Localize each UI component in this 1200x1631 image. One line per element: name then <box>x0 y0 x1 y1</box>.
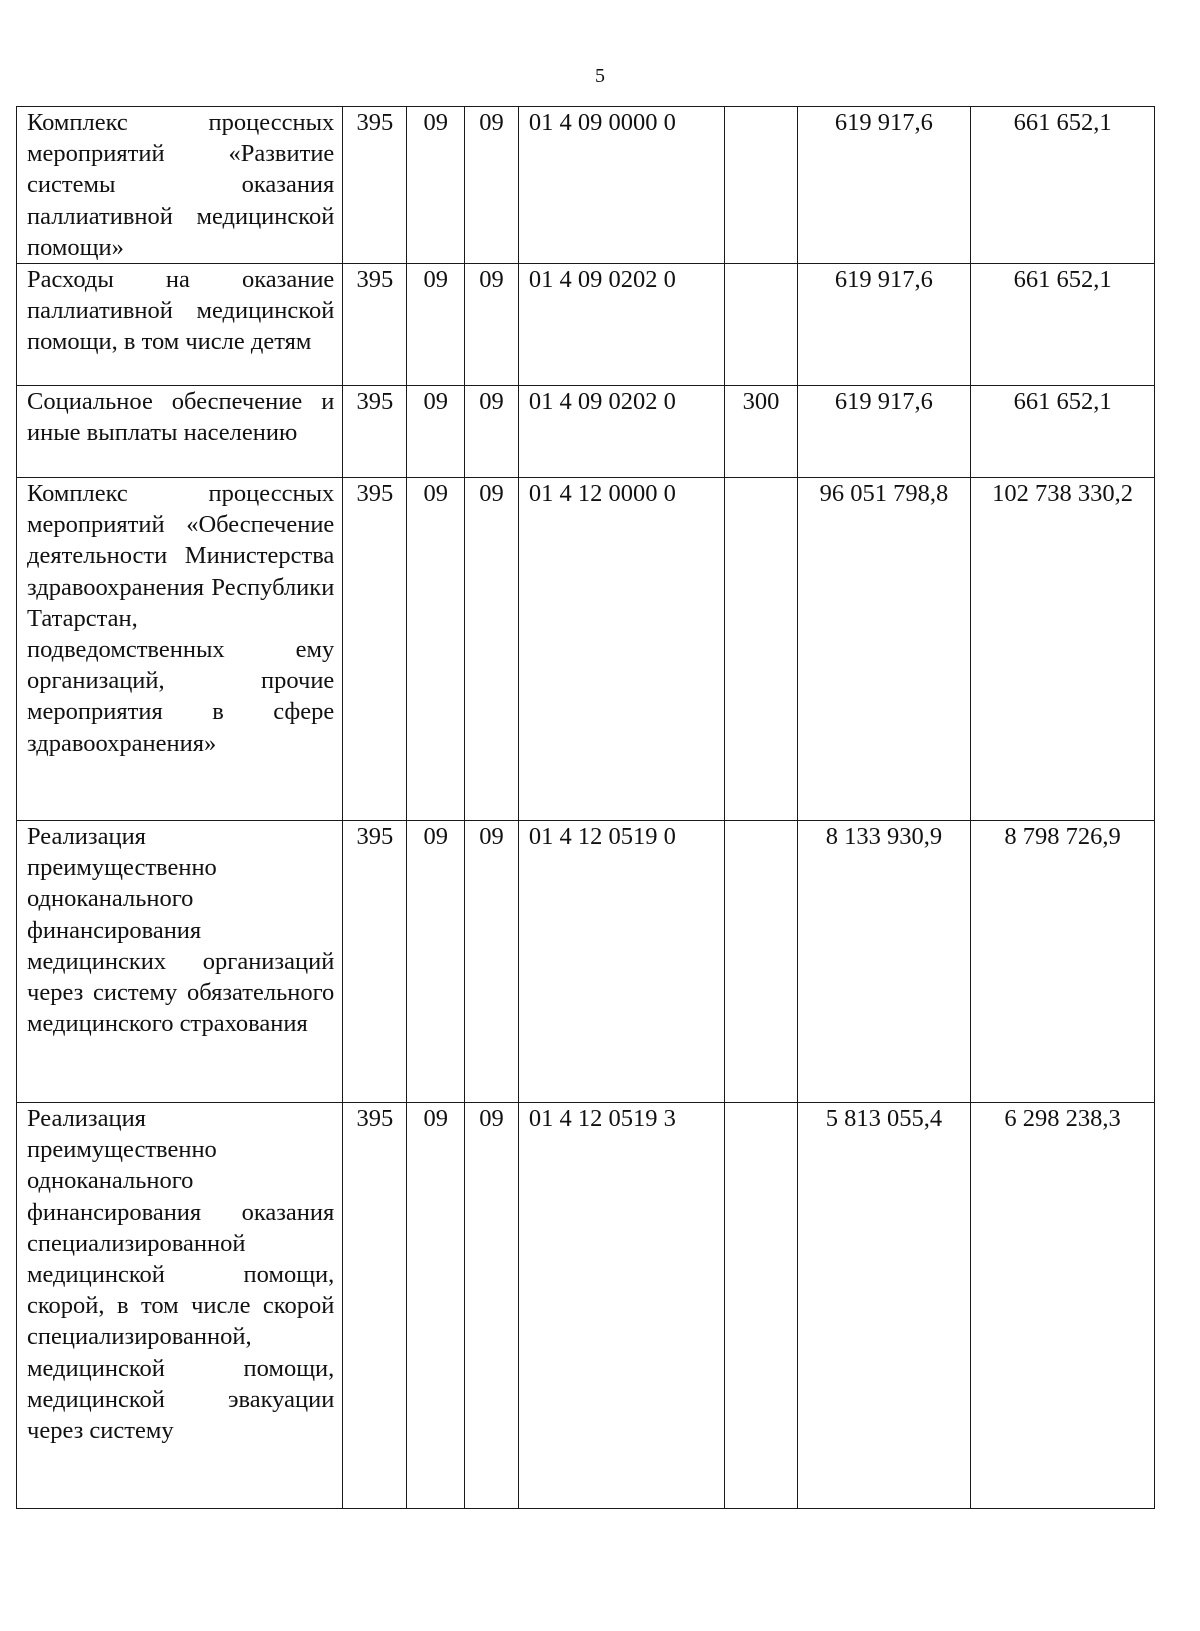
row-name: Реализация преимущественно одноканального финансирования оказания специализированной медицинской помощи, скорой, в том числе скорой специализированной, медицинской помощи, медицинской эвакуации через систему <box>17 1103 343 1509</box>
table-row <box>17 107 1155 264</box>
target-article-code: 01 4 12 0000 0 <box>518 478 725 821</box>
expense-type-code <box>725 821 797 1103</box>
target-article-code: 01 4 09 0000 0 <box>518 107 725 264</box>
table-row <box>17 264 1155 386</box>
subsection-code: 09 <box>465 821 519 1103</box>
expense-type-code <box>725 264 797 386</box>
amount-year-2: 661 652,1 <box>971 107 1155 264</box>
amount-year-1: 5 813 055,4 <box>797 1103 970 1509</box>
row-name: Расходы на оказание паллиативной медицинской помощи, в том числе детям <box>17 264 343 386</box>
expense-type-code <box>725 478 797 821</box>
target-article-code: 01 4 09 0202 0 <box>518 264 725 386</box>
ministry-code: 395 <box>343 478 407 821</box>
expense-type-code: 300 <box>725 386 797 478</box>
expense-type-code <box>725 1103 797 1509</box>
ministry-code: 395 <box>343 386 407 478</box>
subsection-code: 09 <box>465 107 519 264</box>
amount-year-1: 96 051 798,8 <box>797 478 970 821</box>
subsection-code: 09 <box>465 264 519 386</box>
row-name: Комплекс процессных мероприятий «Развитие системы оказания паллиативной медицинской помощи» <box>17 107 343 264</box>
target-article-code: 01 4 12 0519 0 <box>518 821 725 1103</box>
row-name: Социальное обеспечение и иные выплаты населению <box>17 386 343 478</box>
section-code: 09 <box>407 1103 465 1509</box>
table-row <box>17 821 1155 1103</box>
expense-type-code <box>725 107 797 264</box>
budget-table <box>16 106 1155 1509</box>
table-row <box>17 386 1155 478</box>
ministry-code: 395 <box>343 264 407 386</box>
target-article-code: 01 4 09 0202 0 <box>518 386 725 478</box>
amount-year-1: 619 917,6 <box>797 107 970 264</box>
section-code: 09 <box>407 386 465 478</box>
page-number: 5 <box>595 65 605 87</box>
table-row <box>17 478 1155 821</box>
subsection-code: 09 <box>465 386 519 478</box>
amount-year-2: 102 738 330,2 <box>971 478 1155 821</box>
amount-year-2: 661 652,1 <box>971 264 1155 386</box>
ministry-code: 395 <box>343 821 407 1103</box>
section-code: 09 <box>407 478 465 821</box>
row-name: Комплекс процессных мероприятий «Обеспечение деятельности Министерства здравоохранения Республики Татарстан, подведомственных ему организаций, прочие мероприятия в сфере здравоохранения» <box>17 478 343 821</box>
amount-year-2: 6 298 238,3 <box>971 1103 1155 1509</box>
row-name: Реализация преимущественно одноканального финансирования медицинских организаций через систему обязательного медицинского страхования <box>17 821 343 1103</box>
amount-year-1: 619 917,6 <box>797 386 970 478</box>
amount-year-2: 8 798 726,9 <box>971 821 1155 1103</box>
amount-year-1: 619 917,6 <box>797 264 970 386</box>
amount-year-2: 661 652,1 <box>971 386 1155 478</box>
section-code: 09 <box>407 264 465 386</box>
subsection-code: 09 <box>465 478 519 821</box>
ministry-code: 395 <box>343 107 407 264</box>
ministry-code: 395 <box>343 1103 407 1509</box>
section-code: 09 <box>407 107 465 264</box>
section-code: 09 <box>407 821 465 1103</box>
table-row <box>17 1103 1155 1509</box>
subsection-code: 09 <box>465 1103 519 1509</box>
amount-year-1: 8 133 930,9 <box>797 821 970 1103</box>
target-article-code: 01 4 12 0519 3 <box>518 1103 725 1509</box>
